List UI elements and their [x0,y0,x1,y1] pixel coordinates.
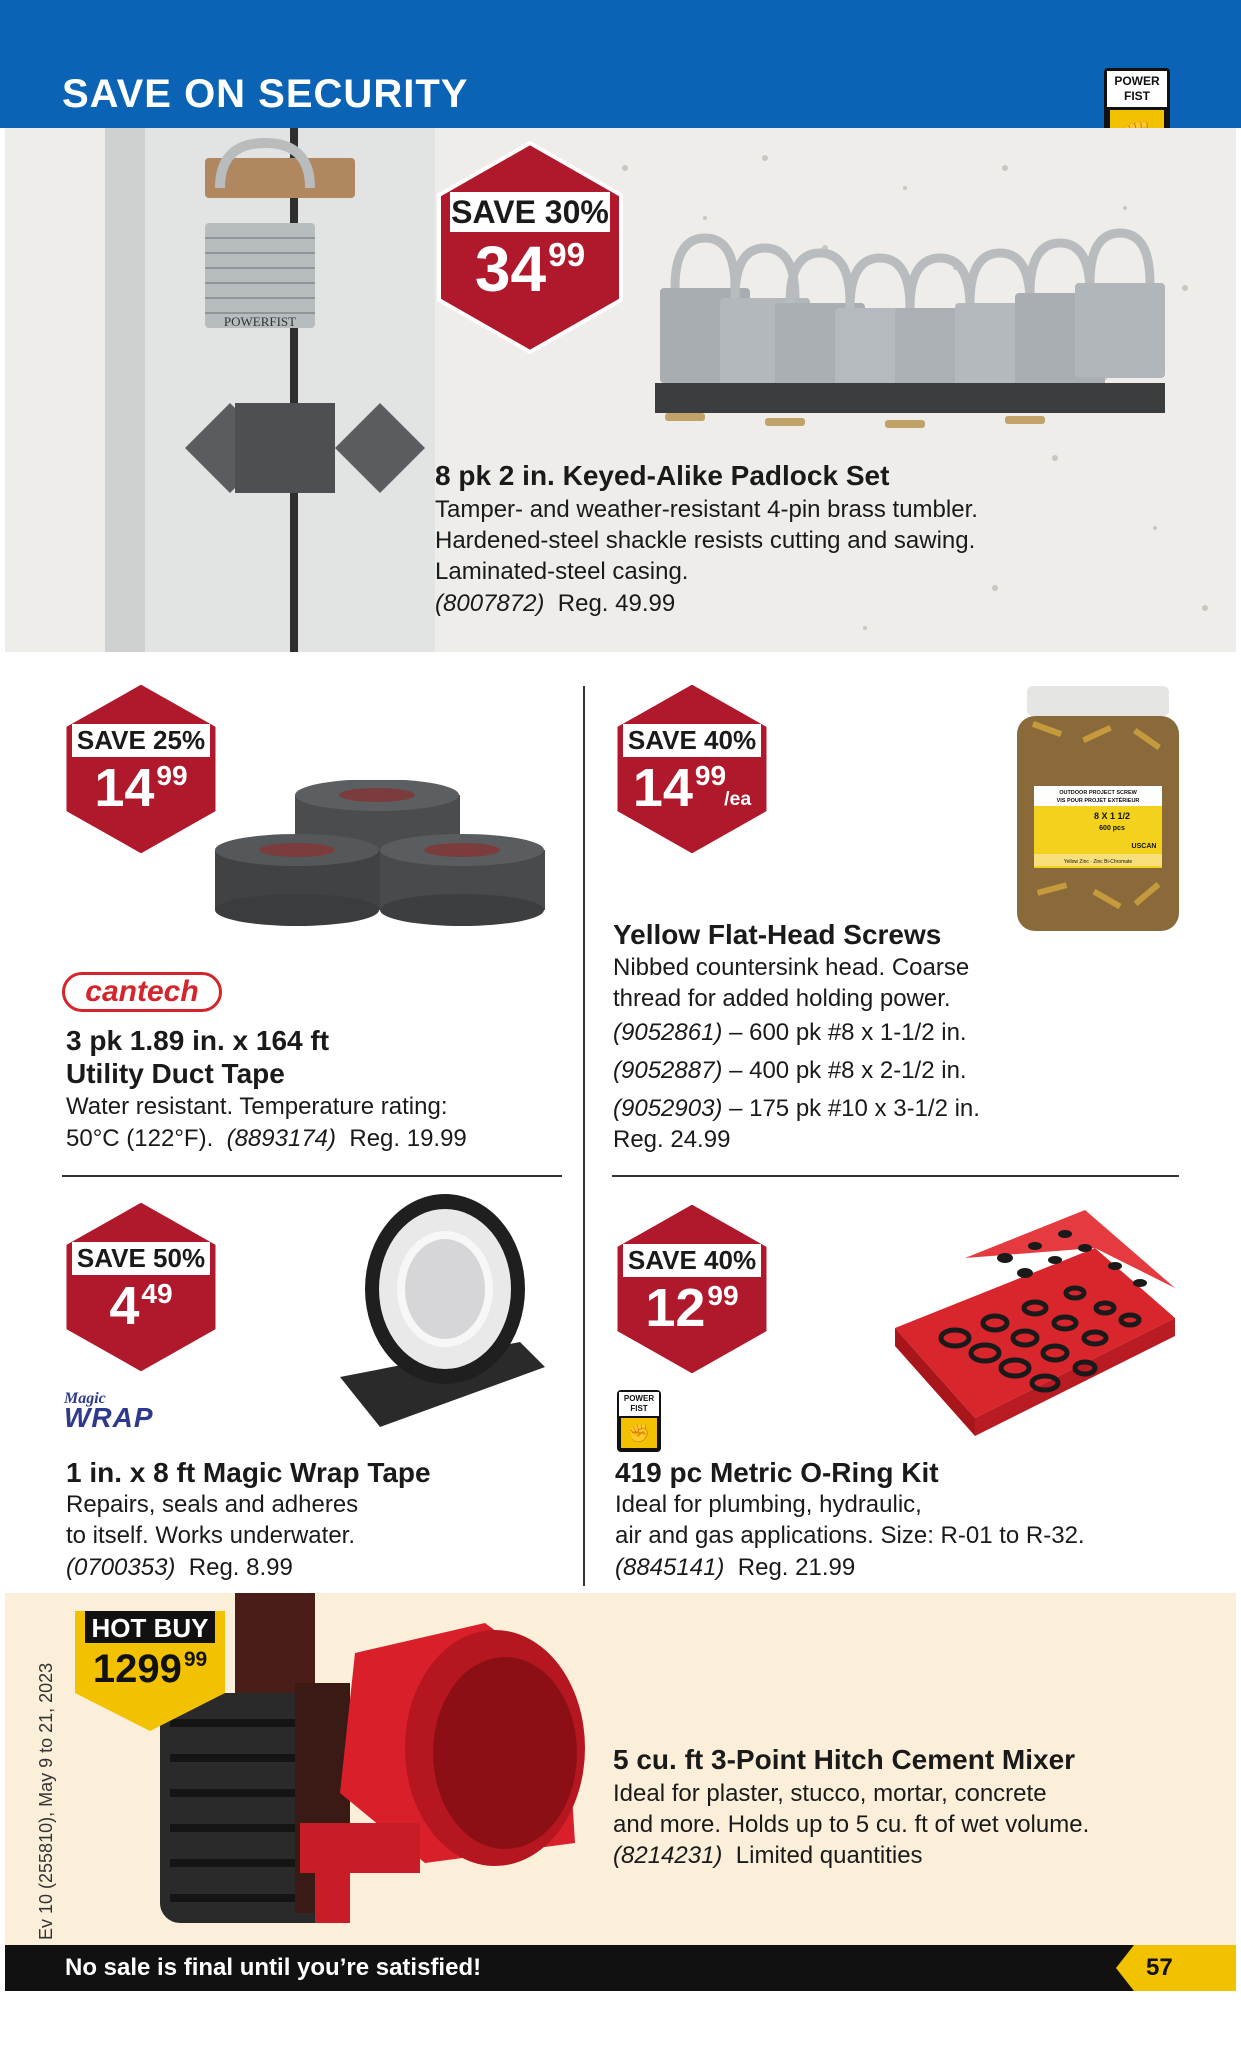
oring-price [613,1277,771,1339]
oring-save-text: SAVE 40% [627,1245,757,1275]
padlock-price-cents: 99 [548,237,586,275]
event-date-note: Ev 10 (255810), May 9 to 21, 2023 [36,1662,56,1940]
padlock-desc-1: Tamper- and weather-resistant 4-pin brass tumbler. [435,496,978,523]
duct-tape-reg: Reg. 19.99 [349,1125,467,1152]
screws-reg: Reg. 24.99 [613,1126,731,1153]
screws-variant-1 [613,1017,967,1048]
jar-label-count: 600 pcs [1099,825,1125,832]
power-fist-logo-text: POWER FIST [1107,71,1167,107]
mixer-title: 5 cu. ft 3-Point Hitch Cement Mixer [613,1744,1076,1775]
footer-slogan: No sale is final until you’re satisfied! [65,1954,482,1981]
duct-tape-price-cents: 99 [156,759,188,791]
padlock-save-text: SAVE 30% [451,194,609,230]
magic-wrap-logo-top: Magic [64,1390,106,1407]
padlock-reg: Reg. 49.99 [557,590,676,617]
jar-label-line-1: OUTDOOR PROJECT SCREW [1059,790,1137,796]
page-title: SAVE ON SECURITY [62,72,469,116]
mixer-sku: (8214231) [613,1842,723,1869]
duct-tape-desc-2 [66,1123,467,1154]
screws-variant-1-text: – 600 pk #8 x 1-1/2 in. [729,1019,967,1046]
page-number: 57 [1146,1954,1173,1981]
screws-price [613,757,771,819]
oring-price-badge [613,1200,771,1378]
oring-power-fist-logo: POWER FIST ✊ [617,1390,661,1452]
duct-tape-sku: (8893174) [226,1125,337,1152]
screws-desc-2: thread for added holding power. [613,985,951,1012]
padlock-title: 8 pk 2 in. Keyed-Alike Padlock Set [435,460,890,491]
screws-variant-2-text: – 400 pk #8 x 2-1/2 in. [729,1057,967,1084]
page-header [0,0,1241,128]
screws-title: Yellow Flat-Head Screws [613,919,942,950]
wrap-tape-price-cents: 49 [141,1277,173,1309]
wrap-tape-desc-1: Repairs, seals and adheres [66,1491,359,1518]
mixer-note: Limited quantities [735,1842,923,1869]
padlock-price [436,232,624,306]
mixer-price [75,1647,225,1692]
cantech-logo-text: cantech [85,975,199,1008]
oring-desc-2: air and gas applications. Size: R-01 to R-32. [615,1522,1085,1549]
duct-tape-image [200,780,560,940]
row-divider-right [612,1175,1179,1177]
duct-tape-title-2: Utility Duct Tape [66,1058,285,1089]
duct-tape-price-badge [62,680,220,858]
padlock-sku: (8007872) [435,590,545,617]
duct-tape-temp: 50°C (122°F). [66,1125,214,1152]
fist-icon: ✊ [621,1418,657,1448]
page-number-tab [1116,1945,1236,1991]
wrap-tape-save-text: SAVE 50% [76,1243,206,1273]
cantech-logo [62,972,222,1012]
duct-tape-title-1: 3 pk 1.89 in. x 164 ft [66,1025,330,1056]
mixer-price-dollars: 1299 [92,1647,182,1691]
hot-buy-badge [75,1593,225,1733]
wrap-tape-price [62,1275,220,1337]
hot-buy-text: HOT BUY [91,1613,209,1643]
wrap-tape-desc-2: to itself. Works underwater. [66,1522,356,1549]
mixer-desc-2: and more. Holds up to 5 cu. ft of wet volume. [613,1811,1090,1838]
jar-label-finish: Yellow Zinc · Zinc Bi-Chromate [1063,859,1133,865]
jar-label-size: 8 X 1 1/2 [1093,811,1131,821]
wrap-tape-image [320,1192,560,1432]
wrap-tape-reg: Reg. 8.99 [188,1554,293,1581]
duct-tape-price-dollars: 14 [94,758,155,818]
wrap-tape-price-badge [62,1198,220,1376]
oring-price-dollars: 12 [645,1278,706,1338]
duct-tape-price [62,757,220,819]
wrap-tape-title: 1 in. x 8 ft Magic Wrap Tape [66,1457,431,1488]
wrap-tape-price-info [66,1552,293,1583]
screws-variant-2 [613,1055,967,1086]
padlock-price-info [435,588,675,619]
screws-variant-3 [613,1093,980,1124]
screws-price-unit: /ea [724,788,752,811]
magic-wrap-logo-bottom: WRAP [64,1402,154,1433]
padlock-desc-2: Hardened-steel shackle resists cutting and sawing. [435,527,976,554]
screws-variant-3-sku: (9052903) [613,1095,723,1122]
padlock-price-badge [436,140,624,355]
oring-desc-1: Ideal for plumbing, hydraulic, [615,1491,922,1518]
screws-variant-2-sku: (9052887) [613,1057,723,1084]
mixer-price-cents: 99 [183,1648,208,1671]
oring-kit-image [885,1208,1185,1438]
oring-sku: (8845141) [615,1554,725,1581]
screw-jar-image [1012,686,1184,936]
oring-reg: Reg. 21.99 [737,1554,856,1581]
screws-price-badge [613,680,771,858]
row-divider-left [62,1175,562,1177]
screws-variant-1-sku: (9052861) [613,1019,723,1046]
screws-variant-3-text: – 175 pk #10 x 3-1/2 in. [729,1095,980,1122]
screws-desc-1: Nibbed countersink head. Coarse [613,954,970,981]
wrap-tape-sku: (0700353) [66,1554,176,1581]
screws-save-text: SAVE 40% [627,725,757,755]
column-divider [583,686,585,1586]
screws-price-dollars: 14 [632,758,693,818]
padlock-desc-3: Laminated-steel casing. [435,558,689,585]
magic-wrap-logo [64,1390,184,1444]
oring-price-cents: 99 [707,1279,739,1311]
jar-label-line-2: VIS POUR PROJET EXTÉRIEUR [1056,798,1140,804]
padlock-price-dollars: 34 [474,233,547,305]
jar-label-brand: USCAN [1131,843,1157,850]
duct-tape-save-text: SAVE 25% [76,725,206,755]
mixer-price-info [613,1840,923,1871]
screws-price-cents: 99 [694,759,727,791]
padlock-brand-text: POWERFIST [223,314,297,329]
oring-title: 419 pc Metric O-Ring Kit [615,1457,939,1488]
mixer-desc-1: Ideal for plaster, stucco, mortar, concrete [613,1780,1047,1807]
footer-bar [5,1945,1236,1991]
duct-tape-desc-1: Water resistant. Temperature rating: [66,1093,448,1120]
oring-price-info [615,1552,855,1583]
wrap-tape-price-dollars: 4 [109,1276,140,1336]
